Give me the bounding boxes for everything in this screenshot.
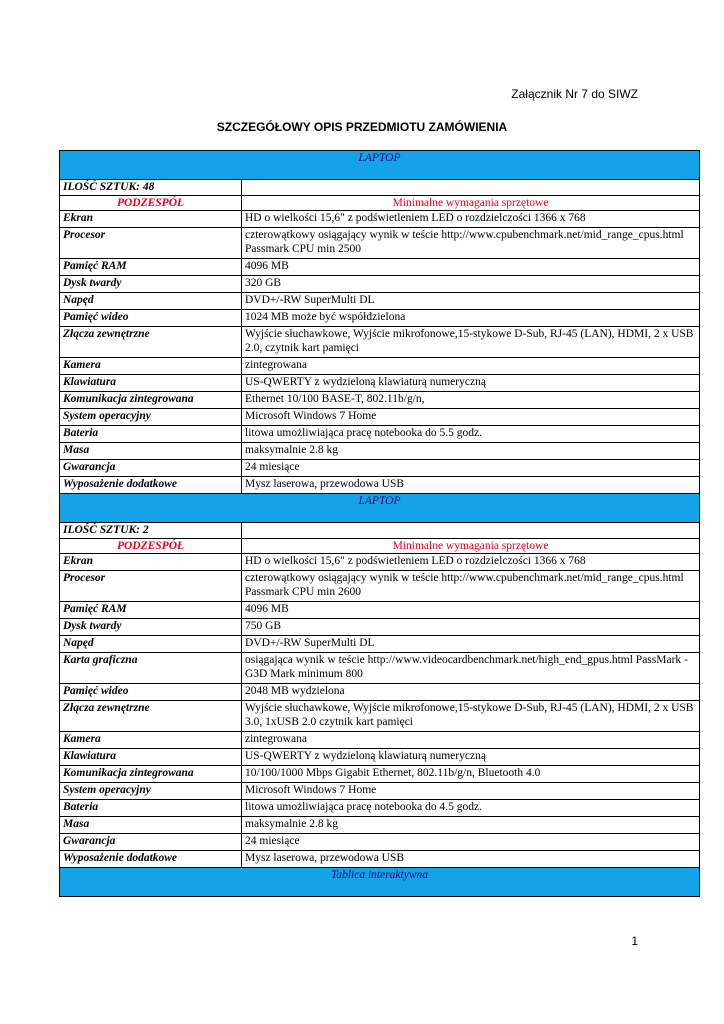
table-row: [60, 766, 700, 783]
table-row: [60, 327, 700, 358]
requirement-value: US-QWERTY z wydzieloną klawiaturą numeryczną: [242, 375, 700, 392]
component-label: Komunikacja zintegrowana: [60, 392, 242, 409]
component-label: Gwarancja: [60, 834, 242, 851]
page-number: 1: [631, 934, 638, 948]
specification-table: [59, 150, 700, 897]
table-row: [60, 477, 700, 494]
requirement-value: czterowątkowy osiągający wynik w teście http://www.cpubenchmark.net/mid_range_cpus.html Passmark CPU min 2600: [242, 571, 700, 602]
table-row: [60, 293, 700, 310]
requirement-value: DVD+/-RW SuperMulti DL: [242, 636, 700, 653]
requirement-value: Mysz laserowa, przewodowa USB: [242, 477, 700, 494]
table-row: [60, 800, 700, 817]
component-label: Komunikacja zintegrowana: [60, 766, 242, 783]
column-header-row: [60, 196, 700, 211]
section-banner: LAPTOP: [60, 151, 700, 180]
component-label: Masa: [60, 443, 242, 460]
component-label: Karta graficzna: [60, 653, 242, 684]
component-label: Klawiatura: [60, 749, 242, 766]
requirement-value: US-QWERTY z wydzieloną klawiaturą numeryczną: [242, 749, 700, 766]
component-label: System operacyjny: [60, 409, 242, 426]
column-header-row: [60, 539, 700, 554]
requirement-value: HD o wielkości 15,6" z podświetleniem LED o rozdzielczości 1366 x 768: [242, 554, 700, 571]
table-row: [60, 409, 700, 426]
table-row: [60, 749, 700, 766]
table-row: [60, 817, 700, 834]
table-row: [60, 392, 700, 409]
requirement-value: czterowątkowy osiągający wynik w teście http://www.cpubenchmark.net/mid_range_cpus.html Passmark CPU min 2500: [242, 228, 700, 259]
table-row: [60, 684, 700, 701]
table-row: [60, 554, 700, 571]
component-label: Pamięć wideo: [60, 310, 242, 327]
table-row: [60, 701, 700, 732]
component-label: Procesor: [60, 228, 242, 259]
quantity-row: [60, 180, 700, 196]
requirement-value: Wyjście słuchawkowe, Wyjście mikrofonowe,15-stykowe D-Sub, RJ-45 (LAN), HDMI, 2 x USB 2.0, czytnik kart pamięci: [242, 327, 700, 358]
quantity-row: [60, 523, 700, 539]
component-header: PODZESPÓŁ: [60, 539, 242, 554]
table-row: [60, 211, 700, 228]
requirement-value: Ethernet 10/100 BASE-T, 802.11b/g/n,: [242, 392, 700, 409]
table-row: [60, 732, 700, 749]
requirement-value: litowa umożliwiająca pracę notebooka do 4.5 godz.: [242, 800, 700, 817]
component-label: Wyposażenie dodatkowe: [60, 477, 242, 494]
table-row: [60, 619, 700, 636]
attachment-note: Załącznik Nr 7 do SIWZ: [511, 87, 638, 101]
table-row: [60, 636, 700, 653]
component-label: Procesor: [60, 571, 242, 602]
requirement-value: DVD+/-RW SuperMulti DL: [242, 293, 700, 310]
table-row: [60, 358, 700, 375]
quantity-empty-cell: [242, 180, 700, 196]
component-label: Klawiatura: [60, 375, 242, 392]
component-label: Złącza zewnętrzne: [60, 701, 242, 732]
table-row: [60, 228, 700, 259]
requirement-value: 320 GB: [242, 276, 700, 293]
component-label: Ekran: [60, 211, 242, 228]
component-label: Złącza zewnętrzne: [60, 327, 242, 358]
table-row: [60, 276, 700, 293]
component-label: Napęd: [60, 636, 242, 653]
table-row: [60, 602, 700, 619]
requirement-value: Wyjście słuchawkowe, Wyjście mikrofonowe,15-stykowe D-Sub, RJ-45 (LAN), HDMI, 2 x USB 3.0, 1xUSB 2.0 czytnik kart pamięci: [242, 701, 700, 732]
table-row: [60, 460, 700, 477]
document-title: SZCZEGÓŁOWY OPIS PRZEDMIOTU ZAMÓWIENIA: [216, 120, 508, 134]
requirement-value: osiągająca wynik w teście http://www.videocardbenchmark.net/high_end_gpus.html PassMark - G3D Mark minimum 800: [242, 653, 700, 684]
requirements-header: Minimalne wymagania sprzętowe: [242, 196, 700, 211]
requirement-value: zintegrowana: [242, 732, 700, 749]
requirement-value: zintegrowana: [242, 358, 700, 375]
requirement-value: 1024 MB może być współdzielona: [242, 310, 700, 327]
specification-body: [60, 151, 700, 897]
table-row: [60, 259, 700, 276]
quantity-empty-cell: [242, 523, 700, 539]
table-row: [60, 851, 700, 868]
component-label: Pamięć RAM: [60, 602, 242, 619]
table-row: [60, 426, 700, 443]
final-banner: Tablica interaktywna: [60, 868, 700, 897]
quantity-label: ILOŚĆ SZTUK: 48: [60, 180, 242, 196]
component-label: Napęd: [60, 293, 242, 310]
requirement-value: maksymalnie 2.8 kg: [242, 817, 700, 834]
component-label: Ekran: [60, 554, 242, 571]
requirement-value: maksymalnie 2.8 kg: [242, 443, 700, 460]
requirement-value: 750 GB: [242, 619, 700, 636]
table-row: [60, 653, 700, 684]
quantity-label: ILOŚĆ SZTUK: 2: [60, 523, 242, 539]
requirement-value: 24 miesiące: [242, 460, 700, 477]
component-label: Kamera: [60, 732, 242, 749]
requirement-value: Microsoft Windows 7 Home: [242, 409, 700, 426]
banner-row: [60, 151, 700, 180]
requirement-value: 2048 MB wydzielona: [242, 684, 700, 701]
requirement-value: Mysz laserowa, przewodowa USB: [242, 851, 700, 868]
requirement-value: HD o wielkości 15,6" z podświetleniem LED o rozdzielczości 1366 x 768: [242, 211, 700, 228]
component-label: Dysk twardy: [60, 276, 242, 293]
final-banner-row: [60, 868, 700, 897]
requirement-value: litowa umożliwiająca pracę notebooka do 5.5 godz.: [242, 426, 700, 443]
table-row: [60, 783, 700, 800]
component-label: Gwarancja: [60, 460, 242, 477]
table-row: [60, 310, 700, 327]
component-label: Bateria: [60, 800, 242, 817]
requirement-value: 4096 MB: [242, 259, 700, 276]
component-label: Kamera: [60, 358, 242, 375]
banner-row: [60, 494, 700, 523]
component-label: Pamięć RAM: [60, 259, 242, 276]
requirement-value: Microsoft Windows 7 Home: [242, 783, 700, 800]
component-label: Dysk twardy: [60, 619, 242, 636]
component-label: Wyposażenie dodatkowe: [60, 851, 242, 868]
table-row: [60, 834, 700, 851]
table-row: [60, 571, 700, 602]
component-label: System operacyjny: [60, 783, 242, 800]
table-row: [60, 375, 700, 392]
component-label: Pamięć wideo: [60, 684, 242, 701]
requirement-value: 4096 MB: [242, 602, 700, 619]
requirement-value: 10/100/1000 Mbps Gigabit Ethernet, 802.11b/g/n, Bluetooth 4.0: [242, 766, 700, 783]
table-row: [60, 443, 700, 460]
requirements-header: Minimalne wymagania sprzętowe: [242, 539, 700, 554]
component-label: Masa: [60, 817, 242, 834]
requirement-value: 24 miesiące: [242, 834, 700, 851]
component-header: PODZESPÓŁ: [60, 196, 242, 211]
section-banner: LAPTOP: [60, 494, 700, 523]
component-label: Bateria: [60, 426, 242, 443]
